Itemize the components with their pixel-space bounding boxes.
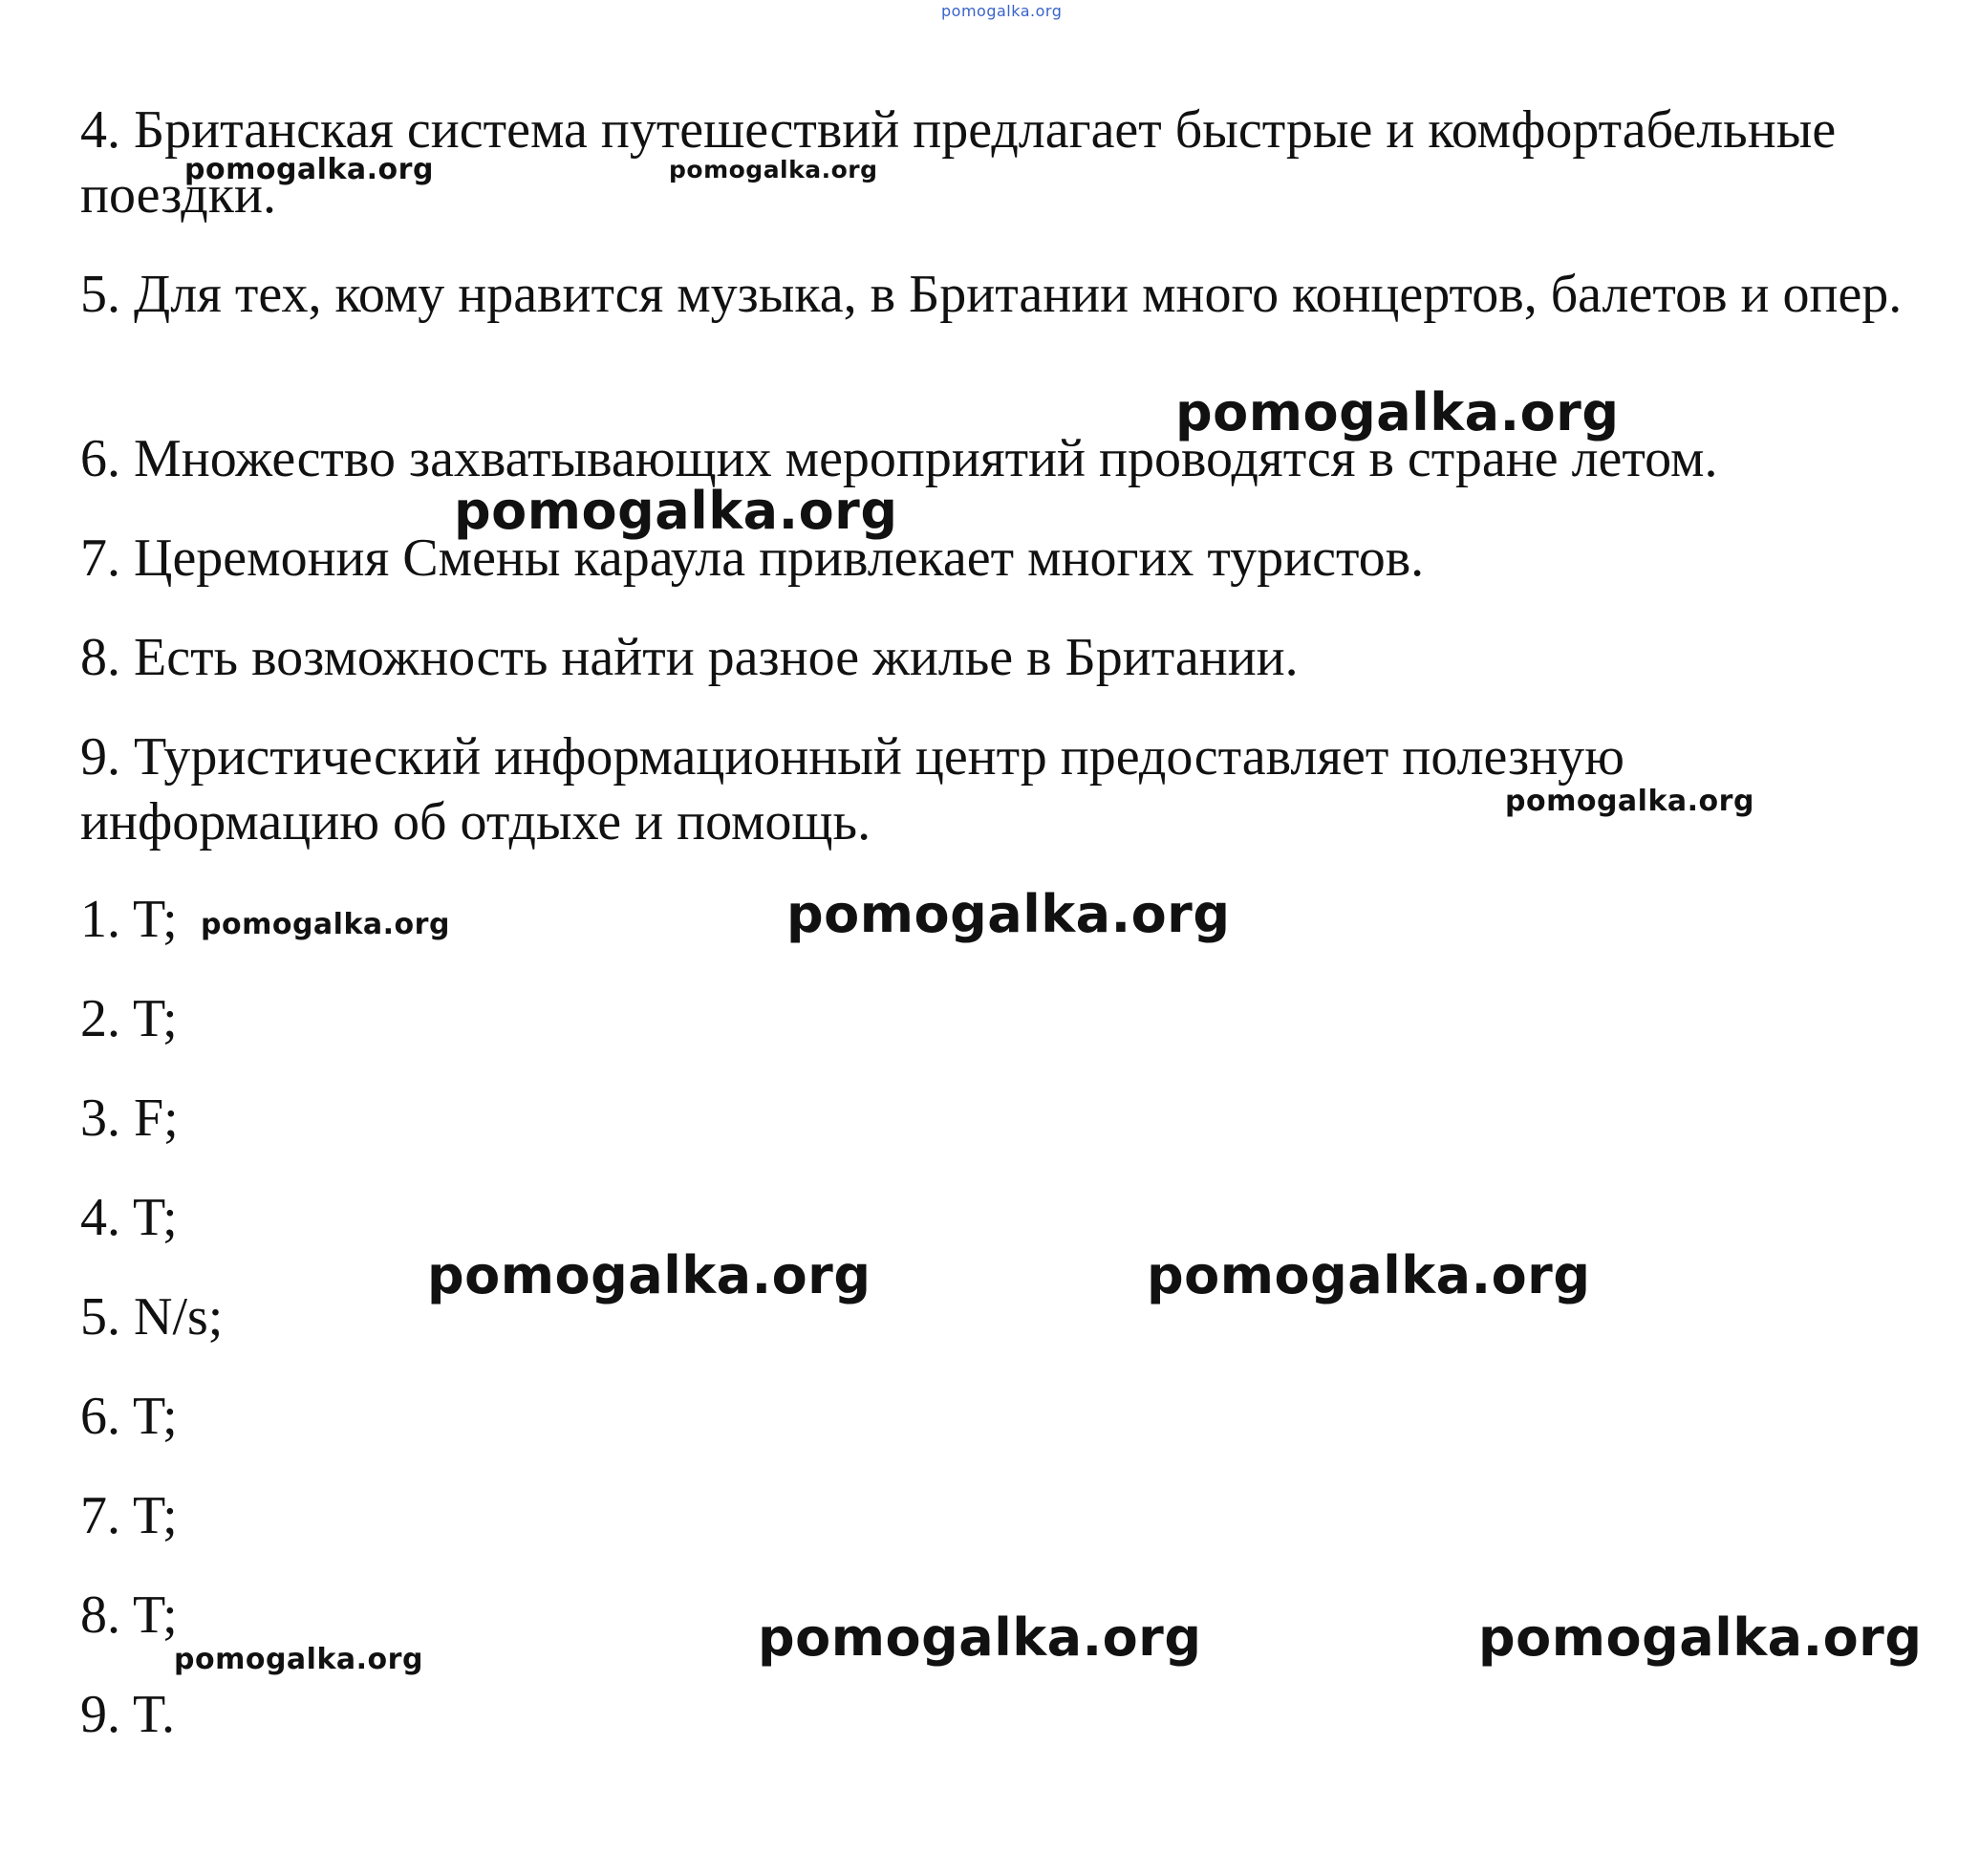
answer-item: 7. T;: [80, 1486, 178, 1545]
answer-item: 8. T;: [80, 1585, 178, 1645]
watermark: pomogalka.org: [427, 1245, 871, 1305]
translation-item: 9. Туристический информационный центр предоставляет полезную информацию об отдыхе и помощь.: [80, 727, 1625, 852]
watermark: pomogalka.org: [1147, 1245, 1591, 1305]
watermark: pomogalka.org: [454, 481, 898, 541]
watermark: pomogalka.org: [174, 1643, 423, 1676]
answer-item: 9. T.: [80, 1685, 176, 1744]
watermark: pomogalka.org: [941, 2, 1063, 20]
watermark: pomogalka.org: [1505, 785, 1754, 818]
translation-item: 8. Есть возможность найти разное жилье в Британии.: [80, 628, 1299, 687]
watermark: pomogalka.org: [758, 1607, 1202, 1668]
answer-item: 2. T;: [80, 989, 178, 1048]
answer-item: 4. T;: [80, 1188, 178, 1247]
watermark: pomogalka.org: [1175, 382, 1620, 442]
watermark: pomogalka.org: [1478, 1607, 1923, 1668]
translation-item: 6. Множество захватывающих мероприятий проводятся в стране летом.: [80, 429, 1718, 488]
translation-item: 4. Британская система путешествий предлагает быстрые и комфортабельные поездки.: [80, 100, 1837, 225]
translation-item: 5. Для тех, кому нравится музыка, в Британии много концертов, балетов и опер.: [80, 265, 1903, 324]
translation-item: 7. Церемония Смены караула привлекает многих туристов.: [80, 528, 1425, 588]
answer-item: 5. N/s;: [80, 1287, 224, 1347]
watermark: pomogalka.org: [786, 884, 1231, 944]
answer-item: 1. T;: [80, 890, 178, 949]
answer-item: 6. T;: [80, 1387, 178, 1446]
watermark: pomogalka.org: [669, 156, 878, 183]
watermark: pomogalka.org: [201, 908, 450, 941]
answer-item: 3. F;: [80, 1089, 179, 1148]
watermark: pomogalka.org: [184, 153, 434, 186]
